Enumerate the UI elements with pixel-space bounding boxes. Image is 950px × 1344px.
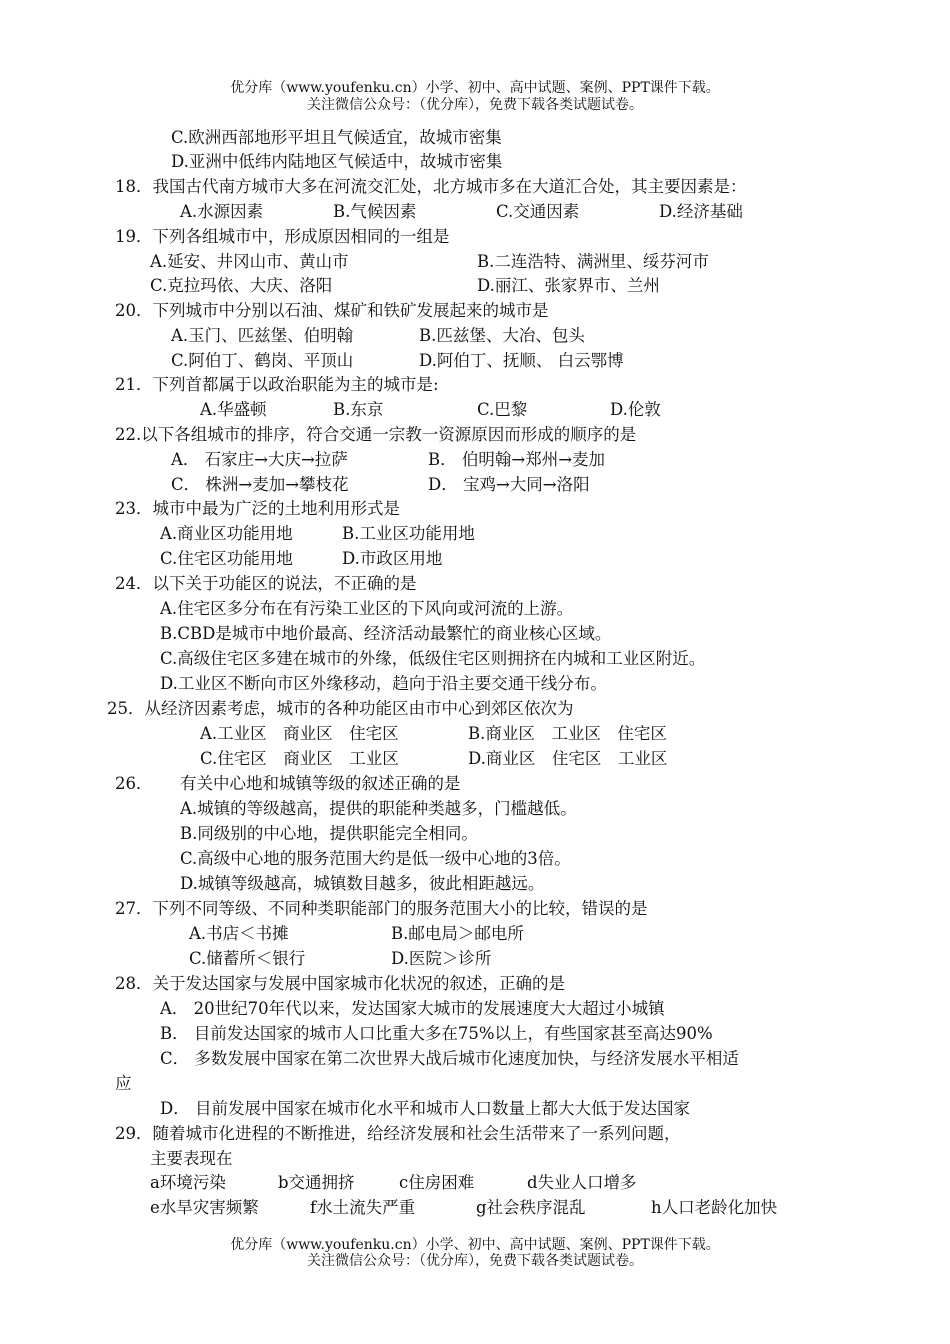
q24-option-c: C.高级住宅区多建在城市的外缘，低级住宅区则拥挤在内城和工业区附近。: [160, 649, 706, 668]
q25-stem: 25．从经济因素考虑，城市的各种功能区由市中心到郊区依次为: [107, 699, 574, 718]
q17-option-d: D.亚洲中低纬内陆地区气候适中，故城市密集: [171, 152, 503, 171]
q29-stem-line-2: 主要表现在: [150, 1149, 233, 1168]
q19-option-c: C.克拉玛依、大庆、洛阳: [150, 276, 333, 295]
q28-option-d: D． 目前发展中国家在城市化水平和城市人口数量上都大大低于发达国家: [160, 1099, 690, 1118]
q29-item-c: c住房困难: [399, 1173, 475, 1192]
q21-option-a: A.华盛顿: [200, 400, 267, 419]
q23-option-b: B.工业区功能用地: [342, 524, 475, 543]
q18-option-d: D.经济基础: [659, 202, 743, 221]
q28-option-b: B． 目前发达国家的城市人口比重大多在75%以上，有些国家甚至高达90%: [160, 1024, 713, 1043]
q26-option-b: B.同级别的中心地，提供职能完全相同。: [180, 824, 478, 843]
q27-option-a: A.书店＜书摊: [189, 924, 289, 943]
q27-stem: 27．下列不同等级、不同种类职能部门的服务范围大小的比较，错误的是: [115, 899, 648, 918]
q29-item-h: h人口老龄化加快: [651, 1198, 778, 1217]
q24-option-b: B.CBD是城市中地价最高、经济活动最繁忙的商业核心区域。: [160, 624, 612, 643]
q23-stem: 23．城市中最为广泛的土地利用形式是: [115, 499, 400, 518]
q23-option-d: D.市政区用地: [342, 549, 443, 568]
q28-stem: 28．关于发达国家与发展中国家城市化状况的叙述，正确的是: [115, 974, 565, 993]
q18-option-b: B.气候因素: [333, 202, 417, 221]
q29-item-d: d失业人口增多: [527, 1173, 637, 1192]
q18-option-a: A.水源因素: [180, 202, 264, 221]
q26-option-c: C.高级中心地的服务范围大约是低一级中心地的3倍。: [180, 849, 571, 868]
q23-option-a: A.商业区功能用地: [160, 524, 293, 543]
q29-item-b: b交通拥挤: [278, 1173, 355, 1192]
q24-option-d: D.工业区不断向市区外缘移动，趋向于沿主要交通干线分布。: [160, 674, 607, 693]
q19-stem: 19．下列各组城市中，形成原因相同的一组是: [115, 227, 450, 246]
q28-option-a: A． 20世纪70年代以来，发达国家大城市的发展速度大大超过小城镇: [160, 999, 665, 1018]
q20-option-b: B.匹兹堡、大冶、包头: [419, 326, 585, 345]
q21-stem: 21．下列首都属于以政治职能为主的城市是:: [115, 375, 439, 394]
q19-option-b: B.二连浩特、满洲里、绥芬河市: [477, 252, 709, 271]
page-header-line-2: 关注微信公众号：（优分库），免费下载各类试题试卷。: [307, 97, 643, 113]
q17-option-c: C.欧洲西部地形平坦且气候适宜，故城市密集: [171, 128, 502, 147]
q25-option-d: D.商业区 住宅区 工业区: [468, 749, 668, 768]
q18-option-c: C.交通因素: [496, 202, 580, 221]
q27-option-c: C.储蓄所＜银行: [189, 949, 306, 968]
q28-option-c-line-1: C． 多数发展中国家在第二次世界大战后城市化速度加快，与经济发展水平相适: [160, 1049, 739, 1068]
q22-stem: 22.以下各组城市的排序，符合交通一宗教一资源原因而形成的顺序的是: [115, 425, 637, 444]
q21-option-d: D.伦敦: [610, 400, 661, 419]
q29-item-a: a环境污染: [150, 1173, 226, 1192]
q26-option-a: A.城镇的等级越高，提供的职能种类越多，门槛越低。: [180, 799, 577, 818]
q19-option-a: A.延安、井冈山市、黄山市: [150, 252, 349, 271]
q25-option-c: C.住宅区 商业区 工业区: [200, 749, 399, 768]
q21-option-c: C.巴黎: [477, 400, 528, 419]
page-footer-line-2: 关注微信公众号：（优分库），免费下载各类试题试卷。: [307, 1253, 643, 1269]
q24-option-a: A.住宅区多分布在有污染工业区的下风向或河流的上游。: [160, 599, 574, 618]
q19-option-d: D.丽江、张家界市、兰州: [477, 276, 660, 295]
q20-stem: 20．下列城市中分别以石油、煤矿和铁矿发展起来的城市是: [115, 301, 549, 320]
q26-stem: 有关中心地和城镇等级的叙述正确的是: [180, 774, 461, 793]
q20-option-c: C.阿伯丁、鹤岗、平顶山: [171, 351, 354, 370]
q22-option-c: C． 株洲→麦加→攀枝花: [171, 475, 349, 494]
q21-option-b: B.东京: [333, 400, 384, 419]
q28-option-c-line-2: 应: [115, 1074, 132, 1093]
q22-option-d: D． 宝鸡→大同→洛阳: [428, 475, 590, 494]
page-footer-line-1: 优分库（www.youfenku.cn）小学、初中、高中试题、案例、PPT课件下载。: [230, 1237, 720, 1253]
q25-option-a: A.工业区 商业区 住宅区: [200, 724, 399, 743]
q23-option-c: C.住宅区功能用地: [160, 549, 293, 568]
q25-option-b: B.商业区 工业区 住宅区: [468, 724, 667, 743]
q20-option-a: A.玉门、匹兹堡、伯明翰: [171, 326, 354, 345]
q27-option-d: D.医院＞诊所: [391, 949, 492, 968]
q26-number: 26．: [115, 774, 153, 793]
q29-stem: 29．随着城市化进程的不断推进，给经济发展和社会生活带来了一系列问题，: [115, 1124, 681, 1143]
q29-item-f: f水土流失严重: [310, 1198, 416, 1217]
q26-option-d: D.城镇等级越高，城镇数目越多，彼此相距越远。: [180, 874, 545, 893]
q24-stem: 24．以下关于功能区的说法，不正确的是: [115, 574, 417, 593]
q20-option-d: D.阿伯丁、抚顺、 白云鄂博: [419, 351, 624, 370]
q22-option-a: A． 石家庄→大庆→拉萨: [171, 450, 348, 469]
page-header-line-1: 优分库（www.youfenku.cn）小学、初中、高中试题、案例、PPT课件下载。: [230, 80, 720, 96]
q27-option-b: B.邮电局＞邮电所: [391, 924, 524, 943]
q18-stem: 18．我国古代南方城市大多在河流交汇处，北方城市多在大道汇合处，其主要因素是：: [115, 177, 747, 196]
q29-item-e: e水旱灾害频繁: [150, 1198, 259, 1217]
q29-item-g: g社会秩序混乱: [476, 1198, 586, 1217]
q22-option-b: B． 伯明翰→郑州→麦加: [428, 450, 606, 469]
